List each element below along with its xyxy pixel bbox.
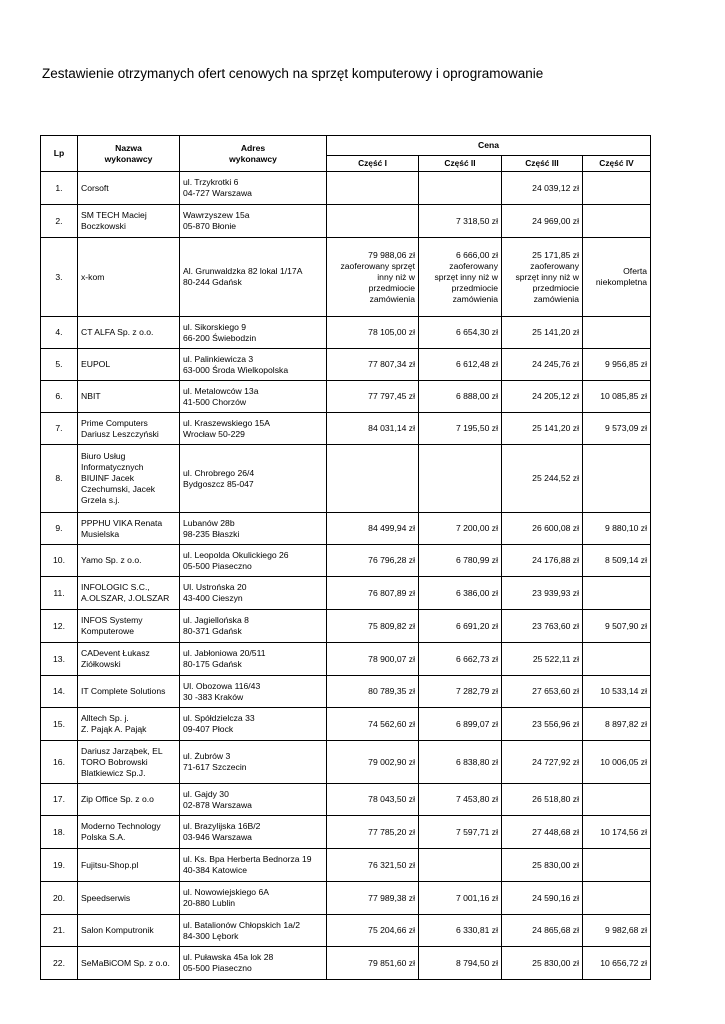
contractor-name: Yamo Sp. z o.o. bbox=[78, 545, 180, 577]
price-part-2: 7 318,50 zł bbox=[419, 205, 502, 238]
header-lp: Lp bbox=[41, 136, 78, 172]
price-part-3: 25 171,85 zł zaoferowany sprzęt inny niż w przedmiocie zamówienia bbox=[502, 238, 583, 317]
contractor-name: x-kom bbox=[78, 238, 180, 317]
price-part-3: 25 141,20 zł bbox=[502, 317, 583, 349]
price-part-3: 24 245,76 zł bbox=[502, 349, 583, 381]
contractor-name: INFOLOGIC S.C., A.OLSZAR, J.OLSZAR bbox=[78, 577, 180, 610]
price-part-3: 24 039,12 zł bbox=[502, 172, 583, 205]
table-row bbox=[41, 577, 651, 610]
table-row bbox=[41, 947, 651, 980]
price-part-1: 77 797,45 zł bbox=[327, 381, 419, 413]
contractor-name: INFOS Systemy Komputerowe bbox=[78, 610, 180, 643]
header-part-1: Część I bbox=[327, 156, 419, 172]
contractor-address: ul. Jabłoniowa 20/511 80-175 Gdańsk bbox=[180, 643, 327, 676]
price-part-3: 25 141,20 zł bbox=[502, 413, 583, 445]
contractor-address: ul. Jagiellońska 8 80-371 Gdańsk bbox=[180, 610, 327, 643]
price-part-4: 10 656,72 zł bbox=[583, 947, 651, 980]
row-lp: 21. bbox=[41, 915, 78, 947]
row-lp: 17. bbox=[41, 784, 78, 816]
contractor-address: ul. Ks. Bpa Herberta Bednorza 19 40-384 Katowice bbox=[180, 849, 327, 882]
table-row bbox=[41, 413, 651, 445]
contractor-address: ul. Palinkiewicza 3 63-000 Środa Wielkopolska bbox=[180, 349, 327, 381]
price-part-1: 76 807,89 zł bbox=[327, 577, 419, 610]
table-row bbox=[41, 349, 651, 381]
contractor-address: ul. Metalowców 13a 41-500 Chorzów bbox=[180, 381, 327, 413]
header-part-3: Część III bbox=[502, 156, 583, 172]
contractor-address: ul. Sikorskiego 9 66-200 Świebodzin bbox=[180, 317, 327, 349]
price-part-4: Oferta niekompletna bbox=[583, 238, 651, 317]
contractor-address: ul. Kraszewskiego 15A Wrocław 50-229 bbox=[180, 413, 327, 445]
contractor-name: Zip Office Sp. z o.o bbox=[78, 784, 180, 816]
row-lp: 19. bbox=[41, 849, 78, 882]
price-part-2 bbox=[419, 445, 502, 513]
contractor-name: CADevent Łukasz Ziółkowski bbox=[78, 643, 180, 676]
price-part-4: 10 085,85 zł bbox=[583, 381, 651, 413]
price-part-3: 26 518,80 zł bbox=[502, 784, 583, 816]
row-lp: 14. bbox=[41, 676, 78, 708]
price-part-4: 9 573,09 zł bbox=[583, 413, 651, 445]
price-part-4: 9 982,68 zł bbox=[583, 915, 651, 947]
price-part-1: 84 031,14 zł bbox=[327, 413, 419, 445]
price-part-4 bbox=[583, 445, 651, 513]
price-part-4: 8 509,14 zł bbox=[583, 545, 651, 577]
contractor-name: Speedserwis bbox=[78, 882, 180, 915]
price-part-4: 9 880,10 zł bbox=[583, 513, 651, 545]
header-name: Nazwa wykonawcy bbox=[78, 136, 180, 172]
price-part-1: 79 988,06 zł zaoferowany sprzęt inny niż w przedmiocie zamówienia bbox=[327, 238, 419, 317]
contractor-name: Biuro Usług Informatycznych BIUINF Jacek Czechumski, Jacek Grzela s.j. bbox=[78, 445, 180, 513]
price-part-1: 75 204,66 zł bbox=[327, 915, 419, 947]
contractor-address: ul. Batalionów Chłopskich 1a/2 84-300 Lębork bbox=[180, 915, 327, 947]
price-part-2: 7 597,71 zł bbox=[419, 816, 502, 849]
row-lp: 1. bbox=[41, 172, 78, 205]
contractor-address: ul. Gajdy 30 02-878 Warszawa bbox=[180, 784, 327, 816]
row-lp: 13. bbox=[41, 643, 78, 676]
table-row bbox=[41, 849, 651, 882]
row-lp: 16. bbox=[41, 741, 78, 784]
price-part-1: 76 796,28 zł bbox=[327, 545, 419, 577]
price-part-3: 26 600,08 zł bbox=[502, 513, 583, 545]
price-part-1: 79 851,60 zł bbox=[327, 947, 419, 980]
table-body bbox=[41, 172, 651, 980]
contractor-address: ul. Spółdzielcza 33 09-407 Płock bbox=[180, 708, 327, 741]
price-part-3: 23 556,96 zł bbox=[502, 708, 583, 741]
row-lp: 15. bbox=[41, 708, 78, 741]
price-part-3: 24 865,68 zł bbox=[502, 915, 583, 947]
contractor-name: EUPOL bbox=[78, 349, 180, 381]
price-part-3: 24 590,16 zł bbox=[502, 882, 583, 915]
table-row bbox=[41, 317, 651, 349]
header-part-2: Część II bbox=[419, 156, 502, 172]
price-part-2: 6 654,30 zł bbox=[419, 317, 502, 349]
row-lp: 22. bbox=[41, 947, 78, 980]
contractor-address: ul. Żubrów 3 71-617 Szczecin bbox=[180, 741, 327, 784]
price-part-2: 6 780,99 zł bbox=[419, 545, 502, 577]
price-part-3: 23 763,60 zł bbox=[502, 610, 583, 643]
header-address: Adres wykonawcy bbox=[180, 136, 327, 172]
price-part-4: 10 533,14 zł bbox=[583, 676, 651, 708]
row-lp: 6. bbox=[41, 381, 78, 413]
price-part-1: 76 321,50 zł bbox=[327, 849, 419, 882]
table-row bbox=[41, 610, 651, 643]
price-part-1 bbox=[327, 172, 419, 205]
table-row bbox=[41, 643, 651, 676]
contractor-name: SM TECH Maciej Boczkowski bbox=[78, 205, 180, 238]
row-lp: 9. bbox=[41, 513, 78, 545]
table-row bbox=[41, 238, 651, 317]
price-part-3: 27 448,68 zł bbox=[502, 816, 583, 849]
price-part-3: 27 653,60 zł bbox=[502, 676, 583, 708]
row-lp: 3. bbox=[41, 238, 78, 317]
price-part-2: 6 666,00 zł zaoferowany sprzęt inny niż w przedmiocie zamówienia bbox=[419, 238, 502, 317]
price-part-1 bbox=[327, 445, 419, 513]
price-part-2 bbox=[419, 849, 502, 882]
offers-table bbox=[40, 135, 651, 980]
price-part-4 bbox=[583, 205, 651, 238]
table-row bbox=[41, 676, 651, 708]
contractor-name: Dariusz Jarząbek, EL TORO Bobrowski Blatkiewicz Sp.J. bbox=[78, 741, 180, 784]
price-part-3: 25 522,11 zł bbox=[502, 643, 583, 676]
row-lp: 18. bbox=[41, 816, 78, 849]
price-part-4: 9 956,85 zł bbox=[583, 349, 651, 381]
contractor-name: IT Complete Solutions bbox=[78, 676, 180, 708]
table-row bbox=[41, 882, 651, 915]
price-part-2 bbox=[419, 172, 502, 205]
price-part-4 bbox=[583, 882, 651, 915]
price-part-2: 6 888,00 zł bbox=[419, 381, 502, 413]
price-part-4: 9 507,90 zł bbox=[583, 610, 651, 643]
price-part-3: 24 176,88 zł bbox=[502, 545, 583, 577]
price-part-1: 74 562,60 zł bbox=[327, 708, 419, 741]
price-part-2: 6 662,73 zł bbox=[419, 643, 502, 676]
price-part-4 bbox=[583, 172, 651, 205]
table-row bbox=[41, 172, 651, 205]
table-row bbox=[41, 741, 651, 784]
contractor-address: ul. Puławska 45a lok 28 05-500 Piaseczno bbox=[180, 947, 327, 980]
table-row bbox=[41, 708, 651, 741]
price-part-3: 24 205,12 zł bbox=[502, 381, 583, 413]
table-row bbox=[41, 205, 651, 238]
price-part-4: 10 006,05 zł bbox=[583, 741, 651, 784]
price-part-2: 6 612,48 zł bbox=[419, 349, 502, 381]
price-part-3: 25 830,00 zł bbox=[502, 849, 583, 882]
price-part-4 bbox=[583, 784, 651, 816]
price-part-2: 6 899,07 zł bbox=[419, 708, 502, 741]
row-lp: 5. bbox=[41, 349, 78, 381]
table-row bbox=[41, 816, 651, 849]
price-part-2: 8 794,50 zł bbox=[419, 947, 502, 980]
table-row bbox=[41, 381, 651, 413]
contractor-name: Alltech Sp. j. Z. Pająk A. Pająk bbox=[78, 708, 180, 741]
row-lp: 12. bbox=[41, 610, 78, 643]
contractor-name: Corsoft bbox=[78, 172, 180, 205]
table-row bbox=[41, 784, 651, 816]
contractor-address: Al. Grunwaldzka 82 lokal 1/17A 80-244 Gdańsk bbox=[180, 238, 327, 317]
contractor-address: ul. Trzykrotki 6 04-727 Warszawa bbox=[180, 172, 327, 205]
price-part-1: 77 989,38 zł bbox=[327, 882, 419, 915]
table-header bbox=[41, 136, 651, 172]
price-part-2: 6 691,20 zł bbox=[419, 610, 502, 643]
row-lp: 7. bbox=[41, 413, 78, 445]
price-part-2: 7 195,50 zł bbox=[419, 413, 502, 445]
price-part-1: 78 105,00 zł bbox=[327, 317, 419, 349]
price-part-3: 24 969,00 zł bbox=[502, 205, 583, 238]
price-part-2: 7 453,80 zł bbox=[419, 784, 502, 816]
price-part-1: 84 499,94 zł bbox=[327, 513, 419, 545]
page-title: Zestawienie otrzymanych ofert cenowych na sprzęt komputerowy i oprogramowanie bbox=[42, 66, 544, 81]
row-lp: 20. bbox=[41, 882, 78, 915]
price-part-1: 78 900,07 zł bbox=[327, 643, 419, 676]
price-part-3: 25 244,52 zł bbox=[502, 445, 583, 513]
price-part-3: 24 727,92 zł bbox=[502, 741, 583, 784]
contractor-address: ul. Brazylijska 16B/2 03-946 Warszawa bbox=[180, 816, 327, 849]
contractor-name: Prime Computers Dariusz Leszczyński bbox=[78, 413, 180, 445]
price-part-1: 77 807,34 zł bbox=[327, 349, 419, 381]
contractor-address: ul. Chrobrego 26/4 Bydgoszcz 85-047 bbox=[180, 445, 327, 513]
price-part-2: 7 200,00 zł bbox=[419, 513, 502, 545]
contractor-address: Lubanów 28b 98-235 Błaszki bbox=[180, 513, 327, 545]
contractor-address: ul. Leopolda Okulickiego 26 05-500 Piaseczno bbox=[180, 545, 327, 577]
contractor-address: Wawrzyszew 15a 05-870 Błonie bbox=[180, 205, 327, 238]
contractor-address: ul. Nowowiejskiego 6A 20-880 Lublin bbox=[180, 882, 327, 915]
contractor-address: Ul. Ustrońska 20 43-400 Cieszyn bbox=[180, 577, 327, 610]
price-part-2: 7 001,16 zł bbox=[419, 882, 502, 915]
price-part-1: 78 043,50 zł bbox=[327, 784, 419, 816]
contractor-name: PPPHU VIKA Renata Musielska bbox=[78, 513, 180, 545]
row-lp: 10. bbox=[41, 545, 78, 577]
price-part-1 bbox=[327, 205, 419, 238]
price-part-4 bbox=[583, 317, 651, 349]
contractor-name: SeMaBiCOM Sp. z o.o. bbox=[78, 947, 180, 980]
header-price: Cena bbox=[327, 136, 651, 156]
price-part-2: 6 838,80 zł bbox=[419, 741, 502, 784]
contractor-name: Salon Komputronik bbox=[78, 915, 180, 947]
price-part-1: 77 785,20 zł bbox=[327, 816, 419, 849]
price-part-1: 75 809,82 zł bbox=[327, 610, 419, 643]
price-part-3: 25 830,00 zł bbox=[502, 947, 583, 980]
price-part-2: 6 386,00 zł bbox=[419, 577, 502, 610]
price-part-4: 8 897,82 zł bbox=[583, 708, 651, 741]
row-lp: 4. bbox=[41, 317, 78, 349]
price-part-4 bbox=[583, 849, 651, 882]
row-lp: 8. bbox=[41, 445, 78, 513]
price-part-4 bbox=[583, 643, 651, 676]
contractor-name: Moderno Technology Polska S.A. bbox=[78, 816, 180, 849]
table-row bbox=[41, 445, 651, 513]
contractor-address: Ul. Obozowa 116/43 30 -383 Kraków bbox=[180, 676, 327, 708]
price-part-1: 80 789,35 zł bbox=[327, 676, 419, 708]
header-part-4: Część IV bbox=[583, 156, 651, 172]
price-part-4 bbox=[583, 577, 651, 610]
table-row bbox=[41, 545, 651, 577]
price-part-4: 10 174,56 zł bbox=[583, 816, 651, 849]
row-lp: 11. bbox=[41, 577, 78, 610]
table-row bbox=[41, 915, 651, 947]
price-part-2: 6 330,81 zł bbox=[419, 915, 502, 947]
row-lp: 2. bbox=[41, 205, 78, 238]
contractor-name: Fujitsu-Shop.pl bbox=[78, 849, 180, 882]
price-part-3: 23 939,93 zł bbox=[502, 577, 583, 610]
price-part-2: 7 282,79 zł bbox=[419, 676, 502, 708]
price-part-1: 79 002,90 zł bbox=[327, 741, 419, 784]
table-row bbox=[41, 513, 651, 545]
contractor-name: NBIT bbox=[78, 381, 180, 413]
contractor-name: CT ALFA Sp. z o.o. bbox=[78, 317, 180, 349]
